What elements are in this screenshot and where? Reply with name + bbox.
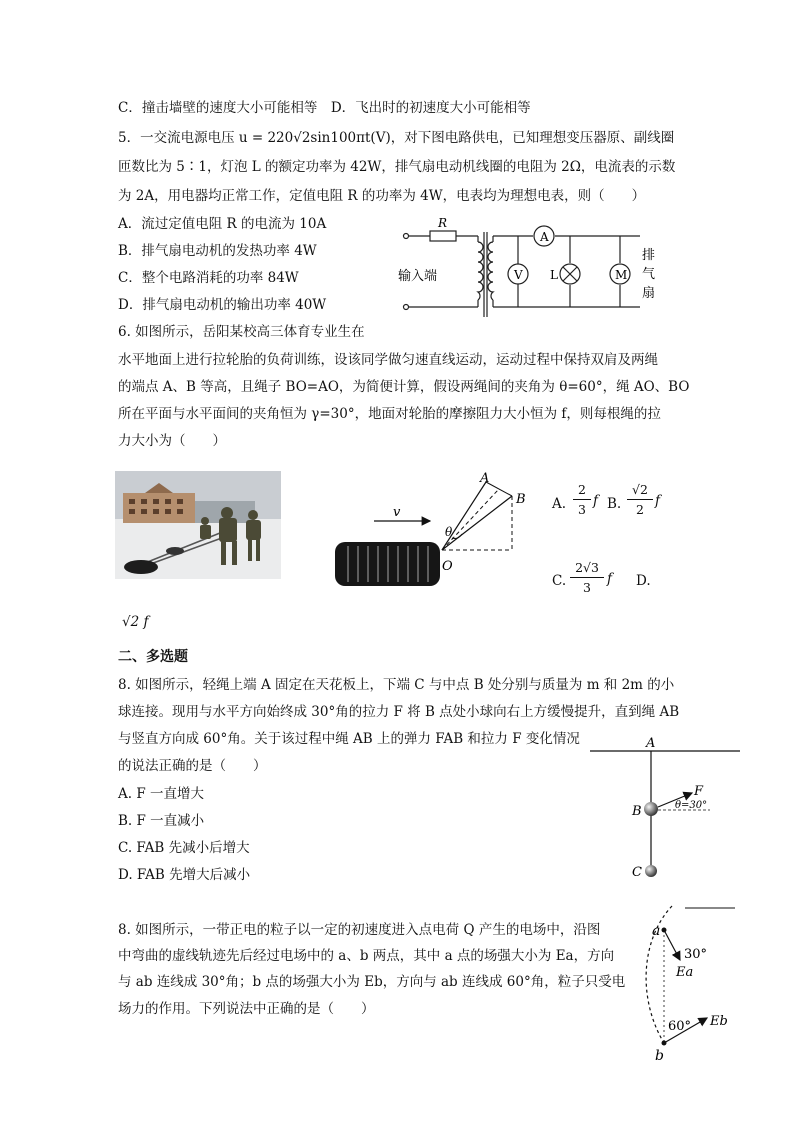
- ammeter-label: A: [540, 230, 549, 244]
- q5-stem-line1: 5．一交流电源电压 u = 220√2sin100πt(V)，对下图电路供电，已知理想变压器原、副线圈: [118, 130, 675, 146]
- q8a-stem-line1: 8. 如图所示，轻绳上端 A 固定在天花板上，下端 C 与中点 B 处分别与质量为 m 和 2m 的小: [118, 677, 675, 693]
- q6-option-a-bar: [573, 499, 591, 500]
- q6-option-b-num: √2: [632, 482, 648, 497]
- ball-c: [645, 865, 657, 877]
- q6-stem-line3: 的端点 A、B 等高，且绳子 BO=AO，为简便计算，假设两绳间的夹角为 θ=60°，绳 AO、BO: [118, 379, 690, 395]
- q6-option-c-label: C.: [552, 573, 567, 589]
- q5-option-a: A．流过定值电阻 R 的电流为 10A: [118, 216, 327, 232]
- training-photo: [115, 471, 281, 579]
- motor-label: M: [615, 268, 628, 282]
- q8a-stem-line3: 与竖直方向成 60°角。关于该过程中绳 AB 上的弹力 FAB 和拉力 F 变化情况: [118, 731, 580, 747]
- q6-option-c-den: 3: [583, 580, 591, 595]
- point-c-label: C: [632, 865, 642, 880]
- voltmeter-label: V: [514, 268, 523, 282]
- velocity-label: v: [393, 505, 401, 520]
- q6-stem-line4: 所在平面与水平面间的夹角恒为 γ=30°，地面对轮胎的摩擦阻力大小恒为 f，则每根绳的拉: [118, 406, 661, 422]
- lamp-label: L: [550, 268, 558, 282]
- section-title: 二、多选题: [118, 649, 188, 665]
- q6-option-c-num: 2√3: [575, 560, 599, 575]
- point-b-label: b: [655, 1048, 664, 1064]
- q6-stem-line5: 力大小为（ ）: [118, 433, 226, 449]
- q6-option-c-var: f: [607, 571, 612, 587]
- fan-label-3: 扇: [642, 286, 656, 301]
- field-eb-label: Eb: [710, 1014, 728, 1029]
- angle-label: θ=30°: [675, 800, 708, 811]
- point-a-label: A: [480, 471, 490, 486]
- point-a-label: A: [646, 736, 656, 751]
- q8b-stem-line3: 与 ab 连线成 30°角；b 点的场强大小为 Eb，方向与 ab 连线成 60°角，粒子只受电: [118, 974, 626, 990]
- ball-b: [644, 802, 658, 816]
- q5-option-d: D．排气扇电动机的输出功率 40W: [118, 297, 327, 313]
- q6-option-a-label: A.: [552, 496, 567, 512]
- field-ea-arrow: [664, 930, 680, 960]
- point-a-label: a: [652, 923, 661, 939]
- q5-circuit-diagram: [390, 212, 670, 322]
- fan-label-2: 气: [642, 267, 656, 282]
- q6-option-c-bar: [570, 577, 604, 578]
- q6-option-d-value: √2 f: [122, 614, 149, 630]
- point-b-label: B: [516, 492, 526, 507]
- q8b-stem-line2: 中弯曲的虚线轨迹先后经过电场中的 a、b 两点，其中 a 点的场强大小为 Ea，方向: [118, 948, 615, 964]
- q8b-stem-line4: 场力的作用。下列说法中正确的是（ ）: [118, 1001, 375, 1017]
- fan-label-1: 排: [642, 248, 656, 263]
- q8a-option-a: A. F 一直增大: [118, 786, 204, 802]
- q6-option-a-num: 2: [578, 482, 586, 497]
- point-o-label: O: [442, 559, 453, 574]
- input-label: 输入端: [398, 269, 438, 284]
- q5-stem-line3: 为 2A，用电器均正常工作，定值电阻 R 的功率为 4W，电表均为理想电表，则（ ）: [118, 188, 646, 204]
- q8a-stem-line4: 的说法正确的是（ ）: [118, 758, 267, 774]
- theta-label: θ: [445, 525, 453, 539]
- q8a-option-b: B. F 一直减小: [118, 813, 205, 829]
- q8b-field-diagram: [630, 900, 740, 1070]
- point-b-label: B: [632, 804, 642, 819]
- q6-stem-line2: 水平地面上进行拉轮胎的负荷训练，设该同学做匀速直线运动，运动过程中保持双肩及两绳: [118, 352, 658, 368]
- field-ea-label: Ea: [676, 965, 694, 980]
- q6-stem-line1: 6. 如图所示，岳阳某校高三体育专业生在: [118, 324, 365, 340]
- q6-option-b-bar: [627, 499, 653, 500]
- q6-option-b-den: 2: [636, 502, 644, 517]
- force-f-label: F: [694, 784, 704, 799]
- q5-option-c: C．整个电路消耗的功率 84W: [118, 270, 299, 286]
- q8a-rope-diagram: [590, 735, 740, 883]
- q8a-option-c: C. FAB 先减小后增大: [118, 840, 250, 856]
- angle-b-label: 60°: [668, 1019, 692, 1034]
- q6-tire-diagram: [330, 470, 550, 590]
- q5-option-b: B．排气扇电动机的发热功率 4W: [118, 243, 317, 259]
- q6-option-b-label: B.: [607, 496, 622, 512]
- q8a-stem-line2: 球连接。现用与水平方向始终成 30°角的拉力 F 将 B 点处小球向右上方缓慢提升，直到绳 AB: [118, 704, 680, 720]
- q6-option-a-den: 3: [578, 502, 586, 517]
- q4-options-cd: C．撞击墙壁的速度大小可能相等 D．飞出时的初速度大小可能相等: [118, 100, 531, 116]
- q6-option-b-var: f: [655, 493, 660, 509]
- q5-stem-line2: 匝数比为 5∶1，灯泡 L 的额定功率为 42W，排气扇电动机线圈的电阻为 2Ω，电流表的示数: [118, 159, 676, 175]
- resistor-label: R: [438, 216, 448, 230]
- q6-option-d-label: D.: [636, 573, 651, 589]
- q6-option-a-var: f: [593, 493, 598, 509]
- q8b-stem-line1: 8. 如图所示，一带正电的粒子以一定的初速度进入点电荷 Q 产生的电场中，沿图: [118, 922, 601, 938]
- angle-a-label: 30°: [684, 947, 708, 962]
- q8a-option-d: D. FAB 先增大后减小: [118, 867, 251, 883]
